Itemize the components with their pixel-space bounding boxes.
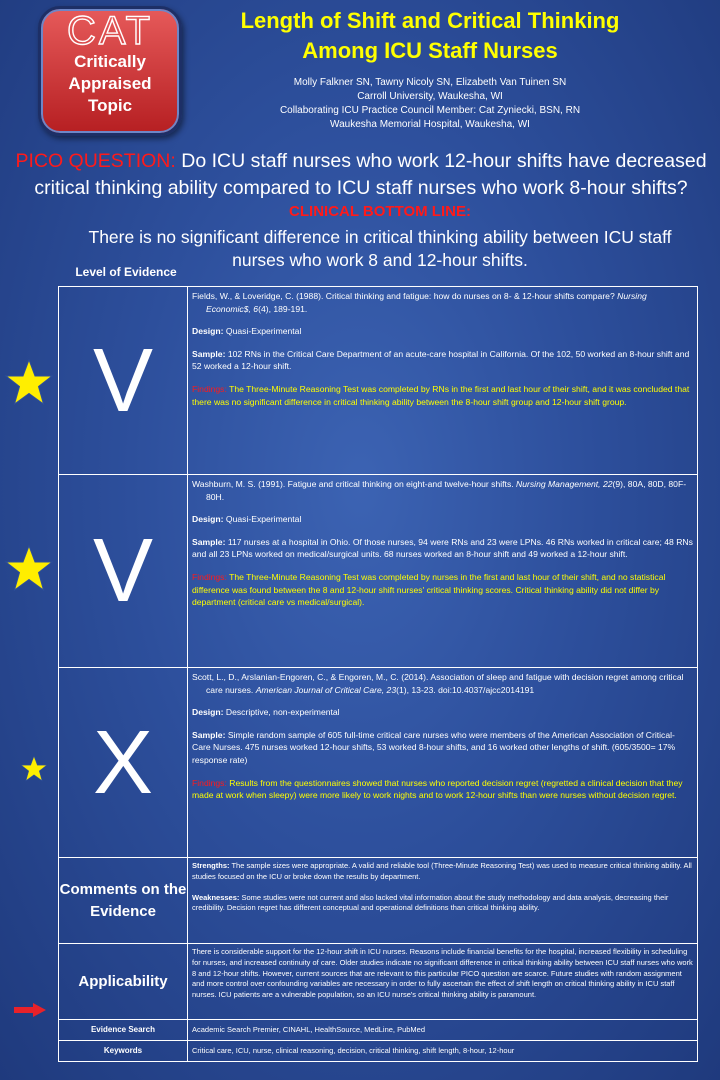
- evidence-detail-cell: [188, 475, 698, 668]
- evidence-search-text: Academic Search Premier, CINAHL, HealthSource, MedLine, PubMed: [188, 1020, 698, 1041]
- evidence-findings: [192, 383, 693, 408]
- citation-text-end: (1), 13-23. doi:10.4037/ajcc2014191: [396, 684, 535, 695]
- cat-badge-title: CAT: [66, 9, 154, 53]
- findings-label: Findings:: [192, 383, 227, 394]
- hospital-line: Waukesha Memorial Hospital, Waukesha, WI: [330, 119, 530, 130]
- sample-label: Sample:: [192, 729, 226, 740]
- findings-label: Findings:: [192, 777, 227, 788]
- cat-badge-line3: Topic: [87, 96, 133, 115]
- keywords-text: Critical care, ICU, nurse, clinical reasoning, decision, critical thinking, shift length, 8-hour, 12-hour: [188, 1041, 698, 1062]
- poster-title-line2: Among ICU Staff Nurses: [302, 38, 558, 63]
- citation-journal: American Journal of Critical Care, 23: [255, 684, 397, 695]
- university-line: Carroll University, Waukesha, WI: [357, 91, 503, 102]
- strengths-text: [192, 861, 693, 883]
- evidence-search-row: [59, 1020, 698, 1041]
- bottom-line-text: There is no significant difference in critical thinking ability between ICU staff nurses who work 8 and 12-hour shifts.: [88, 227, 672, 270]
- council-member-line: Collaborating ICU Practice Council Member: Cat Zyniecki, BSN, RN: [279, 105, 581, 116]
- keywords-label: Keywords: [59, 1041, 188, 1062]
- citation-text: Washburn, M. S. (1991). Fatigue and critical thinking on eight-and twelve-hour shifts.: [192, 479, 517, 489]
- strengths-body: The sample sizes were appropriate. A valid and reliable tool (Three-Minute Reasoning Test) was used to measure critical thinking ability. All studies focused on the ICU or broke down the results by department.: [192, 861, 692, 881]
- bottom-line-label: CLINICAL BOTTOM LINE:: [289, 203, 471, 220]
- evidence-row: [59, 475, 698, 668]
- cat-badge-line1: Critically: [74, 52, 146, 71]
- evidence-design: [192, 513, 693, 526]
- evidence-sample: [192, 729, 693, 767]
- evidence-sample: [192, 348, 693, 373]
- citation-journal: Nursing Management, 22: [516, 479, 613, 489]
- evidence-detail-cell: [188, 287, 698, 475]
- small-star-icon: [20, 755, 48, 783]
- applicability-label: Applicability: [59, 944, 188, 1020]
- sample-text: Simple random sample of 605 full-time critical care nurses who were members of the American Association of Critical-Care Nurses. 475 nurses worked 12-hour shifts, 53 worked 8-hour shifts, and 16 worked other lengths of shift. (605/3500= 17% response rate): [192, 729, 676, 765]
- applicability-row: [59, 944, 698, 1020]
- sample-text: 117 nurses at a hospital in Ohio. Of those nurses, 94 were RNs and 23 were LPNs. 46 RNs worked in critical care; 48 RNs and all 23 LPNs worked on medical/surgical units. 68 nurses worked an 8-hour shift and 49 worked a 12-hour shift.: [192, 536, 693, 560]
- evidence-sample: [192, 536, 693, 561]
- evidence-findings: [192, 777, 693, 802]
- evidence-design: [192, 325, 693, 338]
- citation-text: Scott, L., D., Arslanian-Engoren, C., & Engoren, M., C. (2014). Association of sleep and fatigue with decision regret among critical care nurses.: [192, 672, 684, 695]
- applicability-text: There is considerable support for the 12-hour shift in ICU nurses. Reasons include financial benefits for the hospital, increased flexibility in scheduling for nurses, and increased continuity of care. Older studies indicate no significant difference in critical thinking ability between ICU staff nurses who work 8 and 12-hour shifts. However, current sources that are relevant to this particular PICO question are scarce. Future studies with random assignment and more control over confounding variables are necessary in order to fully ascertain the effect of shift length on critical thinking ability in ICU staff nurses. ICU patients are a vulnerable population, so an ICU nurse's critical thinking ability is paramount.: [188, 944, 698, 1020]
- evidence-search-label: Evidence Search: [59, 1020, 188, 1041]
- citation-journal: Nursing Economic$, 6: [206, 291, 647, 314]
- citation-text-end: (9), 80A, 80D, 80F-80H.: [206, 479, 687, 502]
- design-text: Descriptive, non-experimental: [223, 707, 340, 718]
- evidence-level-cell: [59, 475, 188, 668]
- strengths-label: Strengths:: [192, 861, 230, 870]
- evidence-citation: [192, 290, 693, 315]
- author-block: [220, 76, 640, 132]
- evidence-level: X: [92, 712, 154, 813]
- findings-text: The Three-Minute Reasoning Test was completed by nurses in the first and last hour of their shift, and no statistical difference was found between the 8 and 12-hour shift nurses' critical thinking scores. Critical thinking ability did not differ by department (critical care vs medical/surgical).: [192, 571, 666, 608]
- comments-row: [59, 858, 698, 944]
- comments-label: Comments on the Evidence: [59, 858, 188, 944]
- pico-text: Do ICU staff nurses who work 12-hour shifts have decreased critical thinking ability compared to ICU staff nurses who work 8-hour shifts?: [34, 150, 707, 199]
- level-of-evidence-label: Level of Evidence: [75, 265, 177, 279]
- evidence-table: [58, 286, 698, 1062]
- comments-cell: [188, 858, 698, 944]
- sample-label: Sample:: [192, 536, 226, 547]
- cat-badge-line2: Appraised: [68, 74, 152, 93]
- evidence-detail-cell: [188, 668, 698, 858]
- design-label: Design:: [192, 514, 224, 525]
- evidence-level: V: [92, 521, 154, 621]
- weaknesses-text: [192, 893, 693, 915]
- poster-title: [200, 6, 660, 66]
- evidence-design: [192, 706, 693, 719]
- evidence-level-cell: [59, 668, 188, 858]
- pico-question: [6, 148, 716, 202]
- design-text: Quasi-Experimental: [223, 514, 302, 525]
- design-label: Design:: [192, 707, 224, 718]
- evidence-row: [59, 668, 698, 858]
- red-arrow-icon: [14, 1003, 46, 1017]
- design-text: Quasi-Experimental: [223, 326, 302, 337]
- evidence-findings: [192, 571, 693, 609]
- star-icon: [4, 358, 54, 408]
- weaknesses-body: Some studies were not current and also lacked vital information about the study methodology and data analysis, decreasing their credibility. Decision regret has different conceptual and operational definitions than critical thinking ability.: [192, 892, 669, 913]
- sample-label: Sample:: [192, 348, 226, 359]
- citation-text: Fields, W., & Loveridge, C. (1988). Critical thinking and fatigue: how do nurses on 8- & 12-hour shifts compare?: [192, 291, 618, 301]
- evidence-level: V: [92, 330, 154, 431]
- pico-label: PICO QUESTION:: [15, 150, 176, 172]
- findings-text: Results from the questionnaires showed that nurses who reported decision regret (regretted a clinical decision that they made at work when sleepy) were more likely to work nights and to work 12-hour shifts than were nurses without decision regret.: [192, 777, 683, 801]
- poster-title-line1: Length of Shift and Critical Thinking: [240, 8, 620, 33]
- keywords-row: [59, 1041, 698, 1062]
- cat-badge: [38, 6, 182, 136]
- weaknesses-label: Weaknesses:: [192, 892, 240, 902]
- sample-text: 102 RNs in the Critical Care Department of an acute-care hospital in California. Of the 102, 50 worked an 8-hour shift and 52 worked a 12-hour shift.: [192, 348, 690, 372]
- evidence-citation: [192, 478, 693, 503]
- citation-text-end: (4), 189-191.: [258, 303, 308, 314]
- findings-label: Findings:: [192, 571, 227, 582]
- design-label: Design:: [192, 326, 224, 337]
- star-icon: [4, 544, 54, 594]
- findings-text: The Three-Minute Reasoning Test was completed by RNs in the first and last hour of their shift, and it was concluded that there was no significant difference in critical thinking ability between the 8-hour shift group and 12-hour shift group.: [192, 383, 690, 407]
- evidence-row: [59, 287, 698, 475]
- evidence-level-cell: [59, 287, 188, 475]
- authors-line: Molly Falkner SN, Tawny Nicoly SN, Elizabeth Van Tuinen SN: [293, 77, 567, 88]
- evidence-citation: [192, 671, 693, 696]
